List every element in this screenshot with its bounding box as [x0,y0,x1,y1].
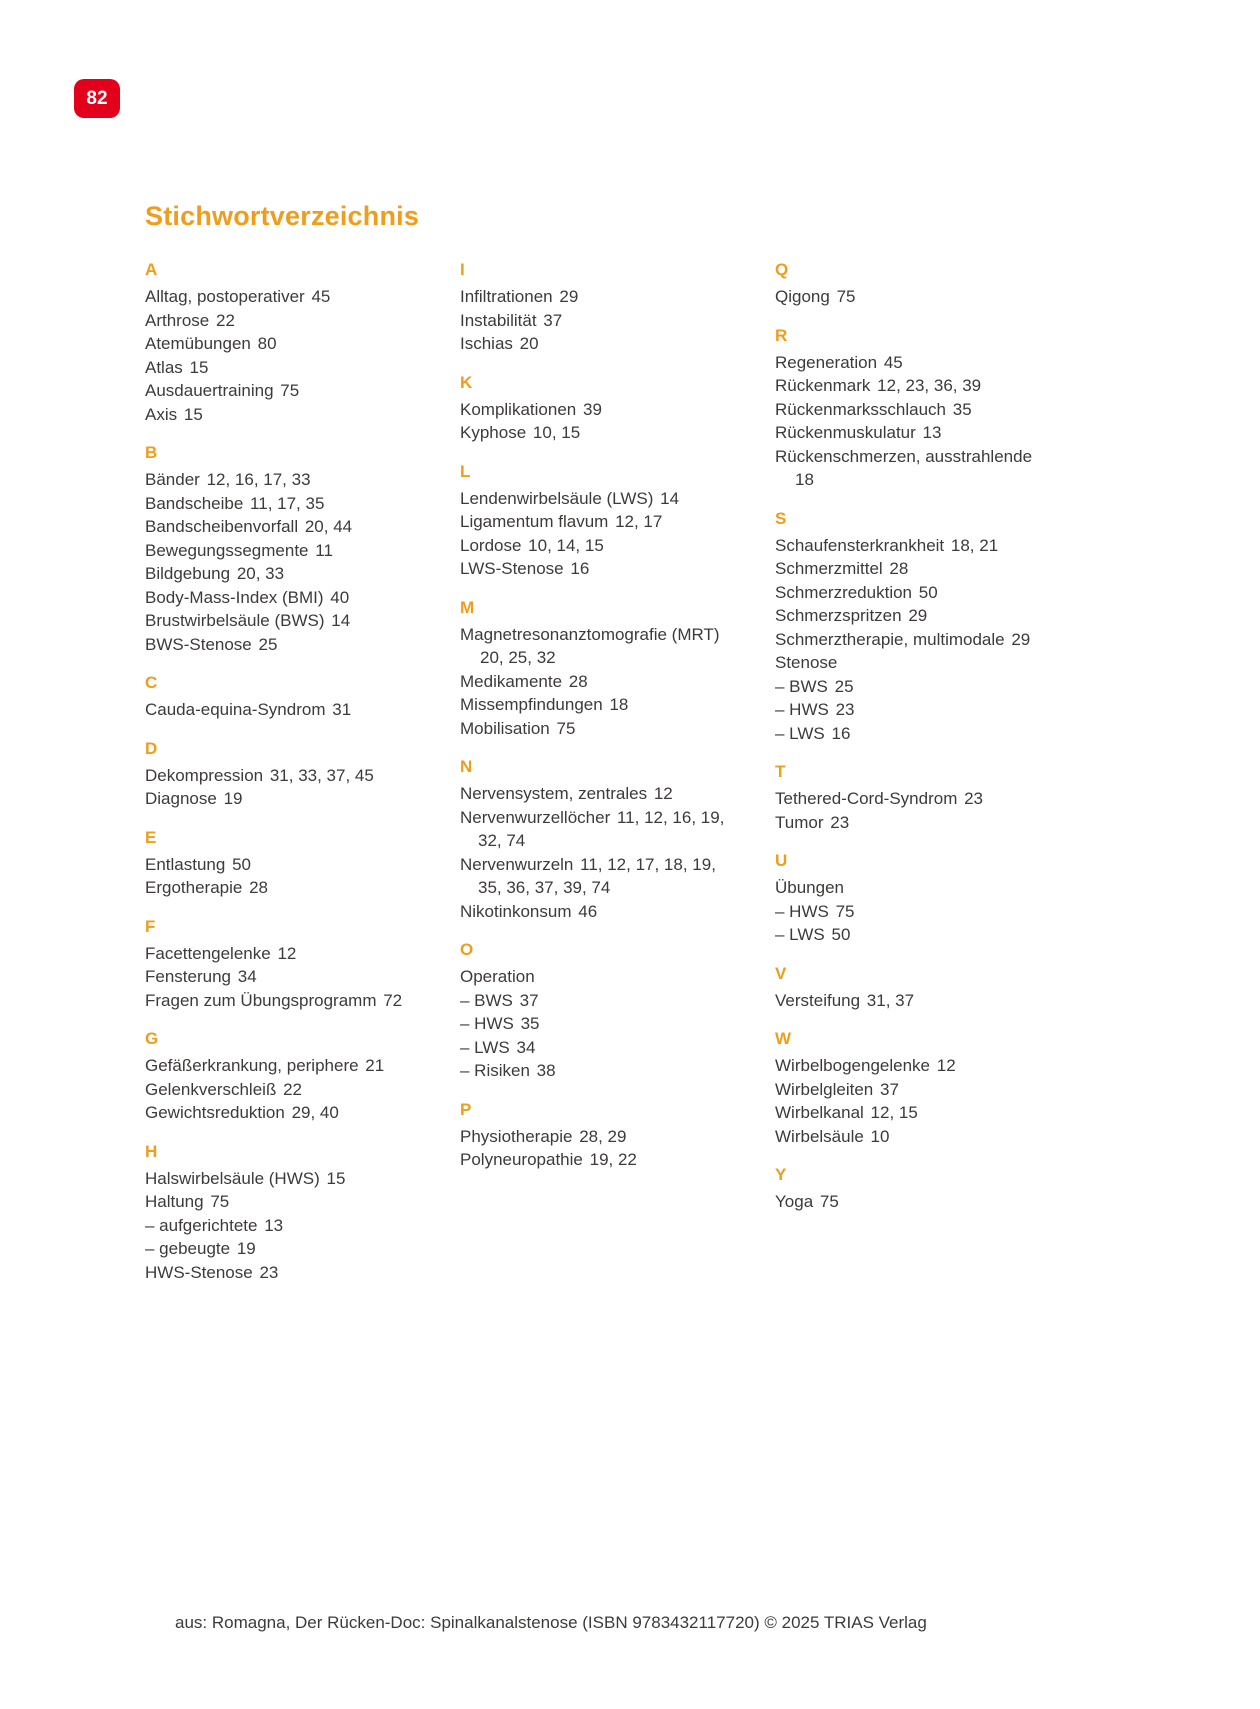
entry-term: Rückenmark [775,376,871,395]
entry-term: – aufgerichtete [145,1215,258,1235]
index-entry [775,876,1040,900]
footer-credit: aus: Romagna, Der Rücken-Doc: Spinalkanalstenose (ISBN 9783432117720) © 2025 TRIAS Verlag [175,1613,927,1632]
entry-term: Tethered-Cord-Syndrom [775,789,958,808]
entry-term: Rückenmuskulatur [775,423,916,442]
entry-term: – BWS [775,676,828,696]
index-entry [460,487,725,511]
index-entry [145,853,410,877]
entry-term: Kyphose [460,423,527,442]
entry-pages: 15 [189,357,209,377]
entry-term: Wirbelgleiten [775,1079,874,1099]
entry-term: Axis [145,404,178,424]
section-letter: S [775,508,787,528]
index-entry [145,515,410,539]
section-letter: A [145,260,158,279]
entry-pages: 75 [835,901,855,921]
entry-term: Gelenkverschleiß [145,1079,277,1099]
index-subentry [775,722,1040,746]
entry-term: Tumor [775,812,824,832]
index-section [145,258,410,426]
index-entry [775,1101,1040,1125]
section-letter: Y [775,1165,787,1184]
index-section [460,596,725,741]
entry-term: Instabilität [460,310,537,330]
section-letter: W [775,1029,792,1048]
entry-term: Schmerztherapie, multimodale [775,629,1005,649]
index-entry [145,876,410,900]
index-entry [460,285,725,309]
entry-pages: 29 [559,287,579,306]
entry-pages: 25 [258,634,278,654]
index-entry [460,670,725,694]
index-entry [460,965,725,989]
entry-pages: 29, 40 [291,1103,339,1122]
index-entry [460,623,725,670]
entry-term: LWS-Stenose [460,559,564,578]
index-entry [775,421,1040,445]
entry-pages: 35 [952,399,972,419]
index-entry [460,332,725,356]
index-entry [775,1190,1040,1214]
section-letter: T [775,762,786,781]
entry-term: Arthrose [145,310,210,330]
index-section [775,962,1040,1013]
entry-pages: 19, 22 [589,1150,637,1169]
index-subentry [775,900,1040,924]
index-subentry [775,675,1040,699]
index-entry [460,309,725,333]
entry-pages: 20, 25, 32 [480,648,556,667]
index-entry [145,562,410,586]
section-letter: P [460,1099,472,1119]
index-subentry [775,923,1040,947]
index-subentry [145,1214,410,1238]
entry-term: Missempfindungen [460,695,603,714]
entry-pages: 37 [543,310,563,330]
index-section [460,938,725,1083]
entry-pages: 22 [283,1079,302,1099]
entry-term: – BWS [460,990,513,1010]
entry-pages: 11 [315,540,333,560]
index-entry [460,557,725,581]
index-section [775,1027,1040,1148]
index-entry [775,811,1040,835]
entry-pages: 75 [836,287,856,306]
entry-term: Physiotherapie [460,1126,573,1146]
entry-pages: 31, 37 [866,990,915,1010]
index-entry [145,764,410,788]
entry-term: Regeneration [775,352,878,372]
entry-pages: 20, 44 [304,517,353,536]
entry-pages: 31, 33, 37, 45 [269,765,374,785]
index-entry [145,356,410,380]
index-column [775,258,1040,1299]
index-entry [775,787,1040,811]
index-columns [145,258,1040,1299]
entry-term: Bewegungssegmente [145,540,309,560]
entry-pages: 12, 15 [870,1103,918,1122]
index-entry [775,604,1040,628]
entry-pages: 18, 21 [950,535,999,555]
index-entry [145,1167,410,1191]
entry-pages: 10, 15 [532,423,581,442]
entry-term: Wirbelbogengelenke [775,1056,930,1075]
section-letter: C [145,673,158,692]
entry-pages: 12, 23, 36, 39 [877,376,982,395]
entry-pages: 45 [883,352,903,372]
index-section [460,1098,725,1172]
entry-pages: 37 [519,990,539,1010]
entry-term: Ligamentum flavum [460,512,609,531]
index-entry [145,989,410,1013]
entry-pages: 16 [570,559,590,578]
entry-pages: 28 [249,878,268,897]
entry-pages: 18 [609,695,629,714]
entry-pages: 23 [830,812,850,832]
entry-term: Magnetresonanztomografie (MRT) [460,624,720,644]
index-section [145,671,410,722]
entry-pages: 10, 14, 15 [528,535,604,555]
entry-term: Schaufensterkrankheit [775,535,945,555]
entry-pages: 46 [578,901,598,921]
entry-term: Nervenwurzellöcher [460,807,611,827]
entry-term: Schmerzmittel [775,559,883,578]
entry-pages: 23 [964,789,984,808]
index-entry [460,398,725,422]
entry-term: Dekompression [145,765,264,785]
entry-pages: 18 [795,470,814,489]
entry-term: – gebeugte [145,1239,231,1258]
index-entry [145,1261,410,1285]
index-entry [145,633,410,657]
index-section [145,1140,410,1285]
entry-pages: 21 [365,1056,385,1075]
entry-term: Cauda-equina-Syndrom [145,700,326,719]
entry-term: – HWS [775,901,829,921]
index-entry [145,609,410,633]
entry-term: Schmerzspritzen [775,606,902,625]
index-entry [145,309,410,333]
entry-pages: 23 [835,700,855,719]
entry-term: Fensterung [145,967,231,986]
entry-pages: 29 [908,606,928,625]
index-entry [460,853,725,900]
section-letter: L [460,461,471,481]
index-entry [145,332,410,356]
entry-term: Mobilisation [460,718,550,738]
section-letter: D [145,738,158,758]
entry-pages: 34 [237,967,257,986]
page-title: Stichwortverzeichnis [145,201,420,231]
index-section [775,849,1040,947]
entry-term: Lordose [460,535,522,555]
entry-pages: 50 [232,854,251,874]
index-subentry [460,1059,725,1083]
index-entry [775,1054,1040,1078]
section-letter: H [145,1141,158,1161]
entry-pages: 13 [922,423,942,442]
entry-pages: 80 [257,334,277,353]
section-letter: R [775,325,788,345]
entry-pages: 12, 17 [615,512,663,531]
entry-pages: 34 [516,1037,536,1057]
index-entry [775,445,1040,492]
page-number-badge: 82 [74,79,120,118]
index-entry [145,379,410,403]
index-entry [460,510,725,534]
entry-pages: 35 [520,1014,540,1033]
index-entry [460,717,725,741]
entry-pages: 38 [536,1061,556,1080]
entry-term: Fragen zum Übungsprogramm [145,990,377,1010]
entry-pages: 10 [870,1126,890,1146]
entry-pages: 23 [259,1262,279,1282]
entry-pages: 50 [831,925,851,944]
index-entry [145,1054,410,1078]
entry-term: Qigong [775,287,830,306]
index-entry [145,1190,410,1214]
index-entry [775,628,1040,652]
entry-pages: 22 [215,310,235,330]
index-entry [775,374,1040,398]
entry-pages: 14 [331,611,351,630]
index-column [145,258,410,1299]
section-letter: I [460,260,465,279]
entry-term: BWS-Stenose [145,634,252,654]
entry-term: Bildgebung [145,564,231,583]
entry-term: Operation [460,967,535,986]
entry-term: Atemübungen [145,334,251,353]
index-entry [775,989,1040,1013]
entry-term: Ischias [460,334,513,353]
entry-pages: 20 [519,334,539,353]
index-section [775,760,1040,834]
entry-pages: 20, 33 [236,564,285,583]
index-entry [460,421,725,445]
entry-pages: 29 [1011,629,1031,649]
index-entry [145,468,410,492]
entry-pages: 28 [568,671,588,691]
index-section [145,915,410,1013]
index-column [460,258,725,1299]
entry-term: Übungen [775,878,845,897]
index-section [460,371,725,445]
section-letter: F [145,916,156,936]
section-letter: E [145,827,157,847]
entry-pages: 40 [330,587,350,607]
entry-term: Body-Mass-Index (BMI) [145,587,324,607]
index-section [460,258,725,356]
entry-term: Bänder [145,470,200,489]
entry-term: Halswirbelsäule (HWS) [145,1168,320,1188]
entry-term: Facettengelenke [145,943,271,963]
index-entry [775,1125,1040,1149]
entry-pages: 72 [383,990,403,1010]
index-entry [460,534,725,558]
index-entry [460,806,725,853]
entry-term: Nervensystem, zentrales [460,784,648,803]
entry-term: Medikamente [460,671,563,691]
index-section [145,737,410,811]
entry-term: Lendenwirbelsäule (LWS) [460,488,654,508]
entry-term: Rückenschmerzen, ausstrahlende [775,446,1033,466]
entry-term: Alltag, postoperativer [145,287,305,306]
entry-pages: 37 [880,1079,899,1099]
index-entry [145,586,410,610]
entry-term: Yoga [775,1192,814,1211]
index-section [460,755,725,923]
entry-pages: 31 [332,700,352,719]
entry-pages: 12 [277,943,297,963]
entry-pages: 16 [831,723,851,743]
entry-pages: 15 [326,1168,346,1188]
entry-term: – HWS [460,1014,514,1033]
section-letter: U [775,851,788,870]
section-letter: M [460,597,475,617]
entry-term: Diagnose [145,789,217,808]
entry-term: Entlastung [145,854,226,874]
entry-pages: 12 [936,1056,956,1075]
entry-term: Rückenmarksschlauch [775,399,947,419]
entry-pages: 12, 16, 17, 33 [206,470,311,489]
entry-pages: 50 [918,582,938,602]
index-entry [460,900,725,924]
entry-pages: 28, 29 [579,1126,627,1146]
entry-pages: 75 [819,1192,839,1211]
section-letter: N [460,757,473,776]
entry-pages: 11, 17, 35 [250,493,325,513]
index-entry [460,693,725,717]
entry-pages: 28 [889,559,909,578]
entry-term: Ergotherapie [145,878,243,897]
index-entry [775,534,1040,558]
section-letter: G [145,1029,159,1048]
index-entry [145,492,410,516]
index-entry [145,1078,410,1102]
entry-term: Wirbelsäule [775,1126,864,1146]
entry-term: Komplikationen [460,399,577,419]
index-section [145,826,410,900]
entry-pages: 19 [236,1239,256,1258]
index-section [775,324,1040,492]
index-entry [145,403,410,427]
entry-term: Infiltrationen [460,287,553,306]
entry-term: Nervenwurzeln [460,854,574,874]
entry-term: Haltung [145,1192,204,1211]
entry-term: Nikotinkonsum [460,901,572,921]
entry-pages: 13 [264,1215,284,1235]
entry-term: Schmerzreduktion [775,582,913,602]
entry-pages: 14 [660,488,680,508]
index-section [460,460,725,581]
entry-pages: 11, 12, 17, 18, 19, 35, 36, 37, 39, 74 [478,854,716,897]
index-entry [460,1148,725,1172]
entry-term: Gewichtsreduktion [145,1103,285,1122]
entry-term: Ausdauertraining [145,381,274,400]
entry-term: – HWS [775,700,829,719]
entry-term: Stenose [775,653,838,672]
entry-term: Bandscheibe [145,493,244,513]
index-entry [775,285,1040,309]
entry-pages: 11, 12, 16, 19, 32, 74 [478,807,725,850]
entry-pages: 75 [210,1192,230,1211]
index-subentry [145,1237,410,1261]
index-entry [775,1078,1040,1102]
index-entry [775,351,1040,375]
index-subentry [460,1012,725,1036]
index-section [145,1027,410,1125]
index-section [145,441,410,656]
index-section [775,1163,1040,1214]
index-subentry [460,1036,725,1060]
section-letter: Q [775,260,789,279]
entry-term: Wirbelkanal [775,1103,864,1122]
section-letter: V [775,963,787,983]
entry-pages: 15 [183,404,203,424]
index-entry [145,787,410,811]
entry-term: – LWS [775,925,825,944]
index-subentry [775,698,1040,722]
entry-term: – Risiken [460,1061,530,1080]
index-entry [145,942,410,966]
entry-pages: 19 [223,789,243,808]
entry-term: Versteifung [775,990,861,1010]
entry-pages: 45 [311,287,331,306]
index-entry [460,782,725,806]
index-entry [775,581,1040,605]
entry-pages: 75 [556,718,576,738]
entry-term: HWS-Stenose [145,1262,253,1282]
entry-term: – LWS [460,1037,510,1057]
entry-term: Brustwirbelsäule (BWS) [145,611,325,630]
entry-term: – LWS [775,723,825,743]
entry-pages: 12 [653,784,673,803]
index-entry [775,557,1040,581]
index-entry [145,285,410,309]
index-entry [145,1101,410,1125]
entry-term: Atlas [145,357,183,377]
index-entry [460,1125,725,1149]
section-letter: B [145,443,158,462]
index-entry [145,539,410,563]
section-letter: K [460,372,473,392]
entry-term: Gefäßerkrankung, periphere [145,1056,359,1075]
entry-pages: 39 [582,399,602,419]
index-section [775,258,1040,309]
index-entry [775,651,1040,675]
index-subentry [460,989,725,1013]
index-entry [145,965,410,989]
entry-pages: 25 [834,676,854,696]
index-section [775,507,1040,746]
section-letter: O [460,940,474,959]
entry-term: Polyneuropathie [460,1150,583,1169]
entry-term: Bandscheibenvorfall [145,517,299,536]
index-entry [775,398,1040,422]
index-entry [145,698,410,722]
entry-pages: 75 [280,381,300,400]
